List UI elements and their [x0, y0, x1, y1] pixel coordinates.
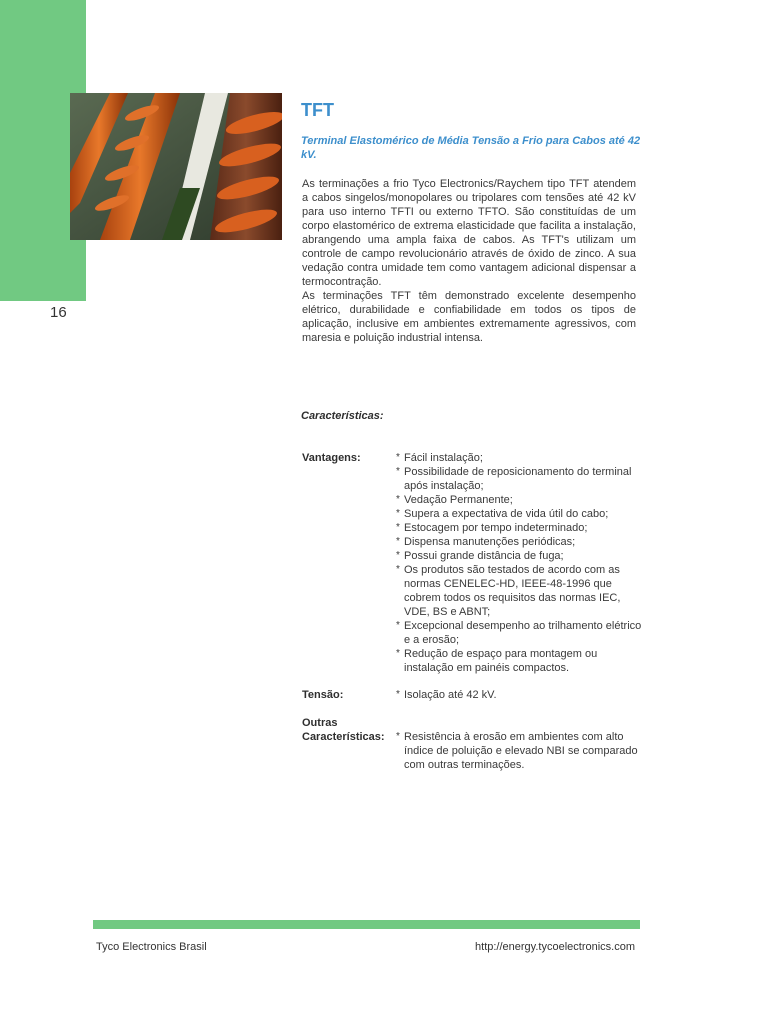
footer-divider	[93, 920, 640, 929]
tensao-list	[396, 688, 642, 702]
list-item: * Possui grande distância de fuga;	[396, 549, 642, 563]
list-item: * Fácil instalação;	[396, 451, 642, 465]
vantagens-label: Vantagens:	[302, 452, 361, 464]
footer-url[interactable]: http://energy.tycoelectronics.com	[475, 941, 635, 953]
outras-label	[302, 716, 385, 744]
page-number: 16	[50, 304, 67, 321]
footer-company: Tyco Electronics Brasil	[96, 941, 207, 953]
list-item: * Dispensa manutenções periódicas;	[396, 535, 642, 549]
list-item: * Resistência à erosão em ambientes com alto índice de poluição e elevado NBI se comparado com outras terminações.	[396, 730, 642, 772]
outras-list	[396, 730, 642, 772]
list-item: * Supera a expectativa de vida útil do cabo;	[396, 507, 642, 521]
list-item: * Excepcional desempenho ao trilhamento elétrico e a erosão;	[396, 619, 642, 647]
characteristics-heading: Características:	[301, 410, 384, 422]
list-item: * Estocagem por tempo indeterminado;	[396, 521, 642, 535]
list-item: * Isolação até 42 kV.	[396, 688, 642, 702]
product-photo	[70, 93, 282, 240]
description-paragraph: As terminações TFT têm demonstrado excelente desempenho elétrico, durabilidade e confiabilidade em todos os tipos de aplicação, inclusive em ambientes extremamente agressivos, com maresia e poluição industrial intensa.	[302, 290, 636, 344]
description-paragraph: As terminações a frio Tyco Electronics/Raychem tipo TFT atendem a cabos singelos/monopolares ou tripolares com tensões até 42 kV para uso interno TFTI ou externo TFTO. São constituídas de um corpo elastomérico de extrema elasticidade que facilita a instalação, abrangendo uma ampla faixa de cabos. As TFT's utilizam um controle de campo revolucionário através de óxido de zinco. A sua vedação contra umidade tem como vantagem adicional dispensar a termocontração.	[302, 178, 636, 288]
list-item: * Redução de espaço para montagem ou instalação em painéis compactos.	[396, 647, 642, 675]
list-item: * Os produtos são testados de acordo com as normas CENELEC-HD, IEEE-48-1996 que cobrem todos os requisitos das normas IEC, VDE, BS e ABNT;	[396, 563, 642, 619]
product-description	[302, 177, 636, 345]
tensao-label: Tensão:	[302, 689, 344, 701]
outras-label-line1: Outras	[302, 717, 338, 729]
product-title: TFT	[301, 100, 334, 120]
vantagens-list	[396, 451, 642, 675]
list-item: * Vedação Permanente;	[396, 493, 642, 507]
list-item: * Possibilidade de reposicionamento do terminal após instalação;	[396, 465, 642, 493]
outras-label-line2: Características:	[302, 731, 385, 743]
product-subtitle: Terminal Elastomérico de Média Tensão a Frio para Cabos até 42 kV.	[301, 135, 641, 161]
